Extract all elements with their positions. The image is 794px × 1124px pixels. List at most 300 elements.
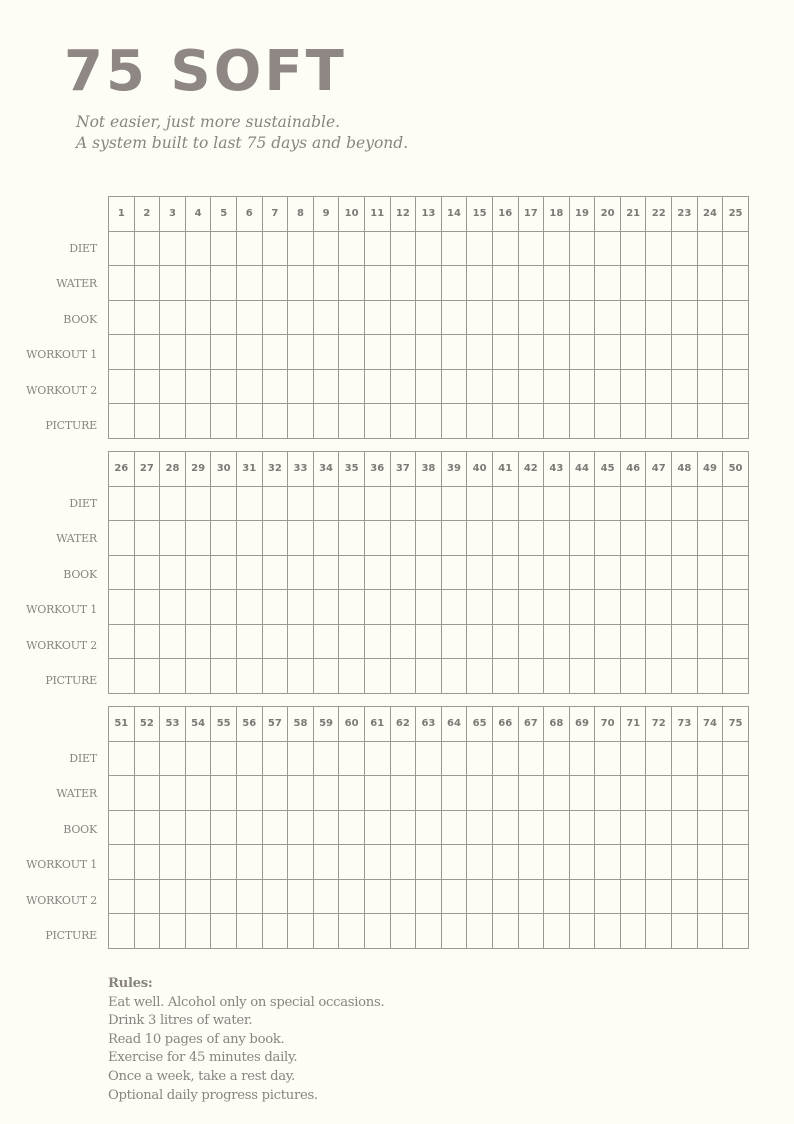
checkbox-cell[interactable] xyxy=(364,776,390,811)
checkbox-cell[interactable] xyxy=(697,741,723,776)
checkbox-cell[interactable] xyxy=(134,266,160,301)
checkbox-cell[interactable] xyxy=(492,624,518,659)
checkbox-cell[interactable] xyxy=(185,266,211,301)
checkbox-cell[interactable] xyxy=(723,404,749,439)
checkbox-cell[interactable] xyxy=(185,741,211,776)
checkbox-cell[interactable] xyxy=(288,845,314,880)
checkbox-cell[interactable] xyxy=(569,590,595,625)
checkbox-cell[interactable] xyxy=(211,590,237,625)
checkbox-cell[interactable] xyxy=(569,845,595,880)
checkbox-cell[interactable] xyxy=(492,369,518,404)
checkbox-cell[interactable] xyxy=(364,914,390,949)
checkbox-cell[interactable] xyxy=(262,845,288,880)
checkbox-cell[interactable] xyxy=(697,810,723,845)
checkbox-cell[interactable] xyxy=(160,879,186,914)
checkbox-cell[interactable] xyxy=(569,335,595,370)
checkbox-cell[interactable] xyxy=(595,521,621,556)
checkbox-cell[interactable] xyxy=(313,879,339,914)
checkbox-cell[interactable] xyxy=(492,335,518,370)
checkbox-cell[interactable] xyxy=(646,404,672,439)
checkbox-cell[interactable] xyxy=(160,741,186,776)
checkbox-cell[interactable] xyxy=(672,624,698,659)
checkbox-cell[interactable] xyxy=(441,300,467,335)
checkbox-cell[interactable] xyxy=(109,914,135,949)
checkbox-cell[interactable] xyxy=(595,879,621,914)
checkbox-cell[interactable] xyxy=(569,231,595,266)
checkbox-cell[interactable] xyxy=(620,555,646,590)
checkbox-cell[interactable] xyxy=(672,810,698,845)
checkbox-cell[interactable] xyxy=(620,590,646,625)
checkbox-cell[interactable] xyxy=(441,404,467,439)
checkbox-cell[interactable] xyxy=(313,845,339,880)
checkbox-cell[interactable] xyxy=(467,231,493,266)
checkbox-cell[interactable] xyxy=(544,369,570,404)
checkbox-cell[interactable] xyxy=(109,845,135,880)
checkbox-cell[interactable] xyxy=(595,266,621,301)
checkbox-cell[interactable] xyxy=(288,776,314,811)
checkbox-cell[interactable] xyxy=(211,776,237,811)
checkbox-cell[interactable] xyxy=(134,369,160,404)
checkbox-cell[interactable] xyxy=(697,659,723,694)
checkbox-cell[interactable] xyxy=(134,914,160,949)
checkbox-cell[interactable] xyxy=(569,404,595,439)
checkbox-cell[interactable] xyxy=(697,590,723,625)
checkbox-cell[interactable] xyxy=(236,521,262,556)
checkbox-cell[interactable] xyxy=(416,231,442,266)
checkbox-cell[interactable] xyxy=(364,335,390,370)
checkbox-cell[interactable] xyxy=(467,879,493,914)
checkbox-cell[interactable] xyxy=(416,486,442,521)
checkbox-cell[interactable] xyxy=(723,231,749,266)
checkbox-cell[interactable] xyxy=(595,231,621,266)
checkbox-cell[interactable] xyxy=(723,521,749,556)
checkbox-cell[interactable] xyxy=(569,266,595,301)
checkbox-cell[interactable] xyxy=(620,659,646,694)
checkbox-cell[interactable] xyxy=(109,300,135,335)
checkbox-cell[interactable] xyxy=(288,300,314,335)
checkbox-cell[interactable] xyxy=(339,404,365,439)
checkbox-cell[interactable] xyxy=(134,845,160,880)
checkbox-cell[interactable] xyxy=(518,486,544,521)
checkbox-cell[interactable] xyxy=(492,231,518,266)
checkbox-cell[interactable] xyxy=(492,486,518,521)
checkbox-cell[interactable] xyxy=(160,521,186,556)
checkbox-cell[interactable] xyxy=(390,555,416,590)
checkbox-cell[interactable] xyxy=(185,810,211,845)
checkbox-cell[interactable] xyxy=(185,369,211,404)
checkbox-cell[interactable] xyxy=(262,590,288,625)
checkbox-cell[interactable] xyxy=(518,335,544,370)
checkbox-cell[interactable] xyxy=(109,404,135,439)
checkbox-cell[interactable] xyxy=(492,555,518,590)
checkbox-cell[interactable] xyxy=(339,914,365,949)
checkbox-cell[interactable] xyxy=(620,810,646,845)
checkbox-cell[interactable] xyxy=(518,266,544,301)
checkbox-cell[interactable] xyxy=(672,879,698,914)
checkbox-cell[interactable] xyxy=(595,810,621,845)
checkbox-cell[interactable] xyxy=(288,624,314,659)
checkbox-cell[interactable] xyxy=(518,521,544,556)
checkbox-cell[interactable] xyxy=(416,845,442,880)
checkbox-cell[interactable] xyxy=(672,555,698,590)
checkbox-cell[interactable] xyxy=(569,776,595,811)
checkbox-cell[interactable] xyxy=(288,659,314,694)
checkbox-cell[interactable] xyxy=(262,810,288,845)
checkbox-cell[interactable] xyxy=(697,335,723,370)
checkbox-cell[interactable] xyxy=(236,300,262,335)
checkbox-cell[interactable] xyxy=(160,231,186,266)
checkbox-cell[interactable] xyxy=(364,845,390,880)
checkbox-cell[interactable] xyxy=(185,555,211,590)
checkbox-cell[interactable] xyxy=(492,914,518,949)
checkbox-cell[interactable] xyxy=(569,555,595,590)
checkbox-cell[interactable] xyxy=(211,521,237,556)
checkbox-cell[interactable] xyxy=(416,776,442,811)
checkbox-cell[interactable] xyxy=(390,624,416,659)
checkbox-cell[interactable] xyxy=(160,266,186,301)
checkbox-cell[interactable] xyxy=(390,590,416,625)
checkbox-cell[interactable] xyxy=(211,879,237,914)
checkbox-cell[interactable] xyxy=(134,776,160,811)
checkbox-cell[interactable] xyxy=(620,879,646,914)
checkbox-cell[interactable] xyxy=(441,624,467,659)
checkbox-cell[interactable] xyxy=(441,845,467,880)
checkbox-cell[interactable] xyxy=(390,231,416,266)
checkbox-cell[interactable] xyxy=(313,369,339,404)
checkbox-cell[interactable] xyxy=(492,266,518,301)
checkbox-cell[interactable] xyxy=(236,231,262,266)
checkbox-cell[interactable] xyxy=(544,624,570,659)
checkbox-cell[interactable] xyxy=(160,659,186,694)
checkbox-cell[interactable] xyxy=(364,879,390,914)
checkbox-cell[interactable] xyxy=(595,555,621,590)
checkbox-cell[interactable] xyxy=(544,555,570,590)
checkbox-cell[interactable] xyxy=(160,369,186,404)
checkbox-cell[interactable] xyxy=(364,741,390,776)
checkbox-cell[interactable] xyxy=(262,555,288,590)
checkbox-cell[interactable] xyxy=(109,369,135,404)
checkbox-cell[interactable] xyxy=(620,521,646,556)
checkbox-cell[interactable] xyxy=(697,369,723,404)
checkbox-cell[interactable] xyxy=(723,555,749,590)
checkbox-cell[interactable] xyxy=(441,555,467,590)
checkbox-cell[interactable] xyxy=(390,776,416,811)
checkbox-cell[interactable] xyxy=(646,231,672,266)
checkbox-cell[interactable] xyxy=(109,231,135,266)
checkbox-cell[interactable] xyxy=(262,369,288,404)
checkbox-cell[interactable] xyxy=(236,404,262,439)
checkbox-cell[interactable] xyxy=(185,335,211,370)
checkbox-cell[interactable] xyxy=(544,521,570,556)
checkbox-cell[interactable] xyxy=(364,266,390,301)
checkbox-cell[interactable] xyxy=(390,810,416,845)
checkbox-cell[interactable] xyxy=(313,741,339,776)
checkbox-cell[interactable] xyxy=(595,590,621,625)
checkbox-cell[interactable] xyxy=(672,300,698,335)
checkbox-cell[interactable] xyxy=(723,741,749,776)
checkbox-cell[interactable] xyxy=(313,521,339,556)
checkbox-cell[interactable] xyxy=(313,266,339,301)
checkbox-cell[interactable] xyxy=(313,624,339,659)
checkbox-cell[interactable] xyxy=(339,521,365,556)
checkbox-cell[interactable] xyxy=(620,776,646,811)
checkbox-cell[interactable] xyxy=(544,879,570,914)
checkbox-cell[interactable] xyxy=(313,231,339,266)
checkbox-cell[interactable] xyxy=(134,335,160,370)
checkbox-cell[interactable] xyxy=(109,879,135,914)
checkbox-cell[interactable] xyxy=(339,845,365,880)
checkbox-cell[interactable] xyxy=(467,914,493,949)
checkbox-cell[interactable] xyxy=(492,404,518,439)
checkbox-cell[interactable] xyxy=(416,555,442,590)
checkbox-cell[interactable] xyxy=(364,404,390,439)
checkbox-cell[interactable] xyxy=(723,486,749,521)
checkbox-cell[interactable] xyxy=(339,266,365,301)
checkbox-cell[interactable] xyxy=(620,741,646,776)
checkbox-cell[interactable] xyxy=(390,369,416,404)
checkbox-cell[interactable] xyxy=(134,810,160,845)
checkbox-cell[interactable] xyxy=(236,486,262,521)
checkbox-cell[interactable] xyxy=(134,659,160,694)
checkbox-cell[interactable] xyxy=(620,300,646,335)
checkbox-cell[interactable] xyxy=(313,486,339,521)
checkbox-cell[interactable] xyxy=(467,266,493,301)
checkbox-cell[interactable] xyxy=(109,741,135,776)
checkbox-cell[interactable] xyxy=(185,845,211,880)
checkbox-cell[interactable] xyxy=(160,555,186,590)
checkbox-cell[interactable] xyxy=(569,521,595,556)
checkbox-cell[interactable] xyxy=(620,266,646,301)
checkbox-cell[interactable] xyxy=(544,659,570,694)
checkbox-cell[interactable] xyxy=(160,810,186,845)
checkbox-cell[interactable] xyxy=(723,590,749,625)
checkbox-cell[interactable] xyxy=(646,266,672,301)
checkbox-cell[interactable] xyxy=(313,914,339,949)
checkbox-cell[interactable] xyxy=(620,404,646,439)
checkbox-cell[interactable] xyxy=(262,335,288,370)
checkbox-cell[interactable] xyxy=(262,624,288,659)
checkbox-cell[interactable] xyxy=(313,404,339,439)
checkbox-cell[interactable] xyxy=(492,845,518,880)
checkbox-cell[interactable] xyxy=(518,300,544,335)
checkbox-cell[interactable] xyxy=(288,404,314,439)
checkbox-cell[interactable] xyxy=(364,521,390,556)
checkbox-cell[interactable] xyxy=(492,659,518,694)
checkbox-cell[interactable] xyxy=(262,486,288,521)
checkbox-cell[interactable] xyxy=(467,335,493,370)
checkbox-cell[interactable] xyxy=(390,404,416,439)
checkbox-cell[interactable] xyxy=(262,404,288,439)
checkbox-cell[interactable] xyxy=(416,266,442,301)
checkbox-cell[interactable] xyxy=(313,659,339,694)
checkbox-cell[interactable] xyxy=(672,266,698,301)
checkbox-cell[interactable] xyxy=(518,914,544,949)
checkbox-cell[interactable] xyxy=(364,231,390,266)
checkbox-cell[interactable] xyxy=(109,590,135,625)
checkbox-cell[interactable] xyxy=(492,776,518,811)
checkbox-cell[interactable] xyxy=(109,624,135,659)
checkbox-cell[interactable] xyxy=(544,590,570,625)
checkbox-cell[interactable] xyxy=(364,659,390,694)
checkbox-cell[interactable] xyxy=(364,810,390,845)
checkbox-cell[interactable] xyxy=(160,914,186,949)
checkbox-cell[interactable] xyxy=(441,590,467,625)
checkbox-cell[interactable] xyxy=(620,486,646,521)
checkbox-cell[interactable] xyxy=(339,300,365,335)
checkbox-cell[interactable] xyxy=(672,914,698,949)
checkbox-cell[interactable] xyxy=(416,369,442,404)
checkbox-cell[interactable] xyxy=(160,335,186,370)
checkbox-cell[interactable] xyxy=(313,810,339,845)
checkbox-cell[interactable] xyxy=(211,266,237,301)
checkbox-cell[interactable] xyxy=(364,486,390,521)
checkbox-cell[interactable] xyxy=(390,300,416,335)
checkbox-cell[interactable] xyxy=(467,845,493,880)
checkbox-cell[interactable] xyxy=(518,810,544,845)
checkbox-cell[interactable] xyxy=(467,369,493,404)
checkbox-cell[interactable] xyxy=(595,914,621,949)
checkbox-cell[interactable] xyxy=(672,776,698,811)
checkbox-cell[interactable] xyxy=(109,810,135,845)
checkbox-cell[interactable] xyxy=(697,624,723,659)
checkbox-cell[interactable] xyxy=(697,521,723,556)
checkbox-cell[interactable] xyxy=(723,369,749,404)
checkbox-cell[interactable] xyxy=(185,776,211,811)
checkbox-cell[interactable] xyxy=(697,555,723,590)
checkbox-cell[interactable] xyxy=(262,521,288,556)
checkbox-cell[interactable] xyxy=(723,624,749,659)
checkbox-cell[interactable] xyxy=(569,914,595,949)
checkbox-cell[interactable] xyxy=(441,879,467,914)
checkbox-cell[interactable] xyxy=(339,879,365,914)
checkbox-cell[interactable] xyxy=(288,521,314,556)
checkbox-cell[interactable] xyxy=(492,590,518,625)
checkbox-cell[interactable] xyxy=(646,845,672,880)
checkbox-cell[interactable] xyxy=(441,266,467,301)
checkbox-cell[interactable] xyxy=(134,624,160,659)
checkbox-cell[interactable] xyxy=(646,659,672,694)
checkbox-cell[interactable] xyxy=(672,845,698,880)
checkbox-cell[interactable] xyxy=(569,659,595,694)
checkbox-cell[interactable] xyxy=(109,776,135,811)
checkbox-cell[interactable] xyxy=(518,369,544,404)
checkbox-cell[interactable] xyxy=(467,590,493,625)
checkbox-cell[interactable] xyxy=(697,300,723,335)
checkbox-cell[interactable] xyxy=(339,624,365,659)
checkbox-cell[interactable] xyxy=(185,914,211,949)
checkbox-cell[interactable] xyxy=(467,404,493,439)
checkbox-cell[interactable] xyxy=(416,300,442,335)
checkbox-cell[interactable] xyxy=(313,590,339,625)
checkbox-cell[interactable] xyxy=(339,590,365,625)
checkbox-cell[interactable] xyxy=(339,776,365,811)
checkbox-cell[interactable] xyxy=(185,659,211,694)
checkbox-cell[interactable] xyxy=(723,810,749,845)
checkbox-cell[interactable] xyxy=(236,335,262,370)
checkbox-cell[interactable] xyxy=(518,845,544,880)
checkbox-cell[interactable] xyxy=(723,300,749,335)
checkbox-cell[interactable] xyxy=(236,369,262,404)
checkbox-cell[interactable] xyxy=(390,521,416,556)
checkbox-cell[interactable] xyxy=(109,555,135,590)
checkbox-cell[interactable] xyxy=(723,335,749,370)
checkbox-cell[interactable] xyxy=(160,845,186,880)
checkbox-cell[interactable] xyxy=(697,486,723,521)
checkbox-cell[interactable] xyxy=(697,845,723,880)
checkbox-cell[interactable] xyxy=(339,555,365,590)
checkbox-cell[interactable] xyxy=(544,486,570,521)
checkbox-cell[interactable] xyxy=(646,914,672,949)
checkbox-cell[interactable] xyxy=(723,776,749,811)
checkbox-cell[interactable] xyxy=(339,335,365,370)
checkbox-cell[interactable] xyxy=(236,810,262,845)
checkbox-cell[interactable] xyxy=(185,590,211,625)
checkbox-cell[interactable] xyxy=(236,879,262,914)
checkbox-cell[interactable] xyxy=(390,741,416,776)
checkbox-cell[interactable] xyxy=(313,335,339,370)
checkbox-cell[interactable] xyxy=(236,624,262,659)
checkbox-cell[interactable] xyxy=(364,590,390,625)
checkbox-cell[interactable] xyxy=(441,741,467,776)
checkbox-cell[interactable] xyxy=(339,810,365,845)
checkbox-cell[interactable] xyxy=(569,879,595,914)
checkbox-cell[interactable] xyxy=(364,555,390,590)
checkbox-cell[interactable] xyxy=(697,879,723,914)
checkbox-cell[interactable] xyxy=(544,231,570,266)
checkbox-cell[interactable] xyxy=(544,776,570,811)
checkbox-cell[interactable] xyxy=(595,845,621,880)
checkbox-cell[interactable] xyxy=(390,335,416,370)
checkbox-cell[interactable] xyxy=(492,741,518,776)
checkbox-cell[interactable] xyxy=(441,486,467,521)
checkbox-cell[interactable] xyxy=(236,659,262,694)
checkbox-cell[interactable] xyxy=(288,590,314,625)
checkbox-cell[interactable] xyxy=(211,741,237,776)
checkbox-cell[interactable] xyxy=(134,555,160,590)
checkbox-cell[interactable] xyxy=(416,335,442,370)
checkbox-cell[interactable] xyxy=(595,404,621,439)
checkbox-cell[interactable] xyxy=(441,914,467,949)
checkbox-cell[interactable] xyxy=(467,486,493,521)
checkbox-cell[interactable] xyxy=(288,555,314,590)
checkbox-cell[interactable] xyxy=(697,231,723,266)
checkbox-cell[interactable] xyxy=(441,369,467,404)
checkbox-cell[interactable] xyxy=(697,914,723,949)
checkbox-cell[interactable] xyxy=(339,659,365,694)
checkbox-cell[interactable] xyxy=(211,914,237,949)
checkbox-cell[interactable] xyxy=(262,776,288,811)
checkbox-cell[interactable] xyxy=(620,624,646,659)
checkbox-cell[interactable] xyxy=(672,369,698,404)
checkbox-cell[interactable] xyxy=(723,879,749,914)
checkbox-cell[interactable] xyxy=(646,335,672,370)
checkbox-cell[interactable] xyxy=(723,914,749,949)
checkbox-cell[interactable] xyxy=(236,555,262,590)
checkbox-cell[interactable] xyxy=(544,741,570,776)
checkbox-cell[interactable] xyxy=(134,741,160,776)
checkbox-cell[interactable] xyxy=(109,521,135,556)
checkbox-cell[interactable] xyxy=(339,741,365,776)
checkbox-cell[interactable] xyxy=(134,404,160,439)
checkbox-cell[interactable] xyxy=(211,810,237,845)
checkbox-cell[interactable] xyxy=(364,624,390,659)
checkbox-cell[interactable] xyxy=(518,879,544,914)
checkbox-cell[interactable] xyxy=(160,776,186,811)
checkbox-cell[interactable] xyxy=(467,624,493,659)
checkbox-cell[interactable] xyxy=(646,521,672,556)
checkbox-cell[interactable] xyxy=(236,590,262,625)
checkbox-cell[interactable] xyxy=(620,231,646,266)
